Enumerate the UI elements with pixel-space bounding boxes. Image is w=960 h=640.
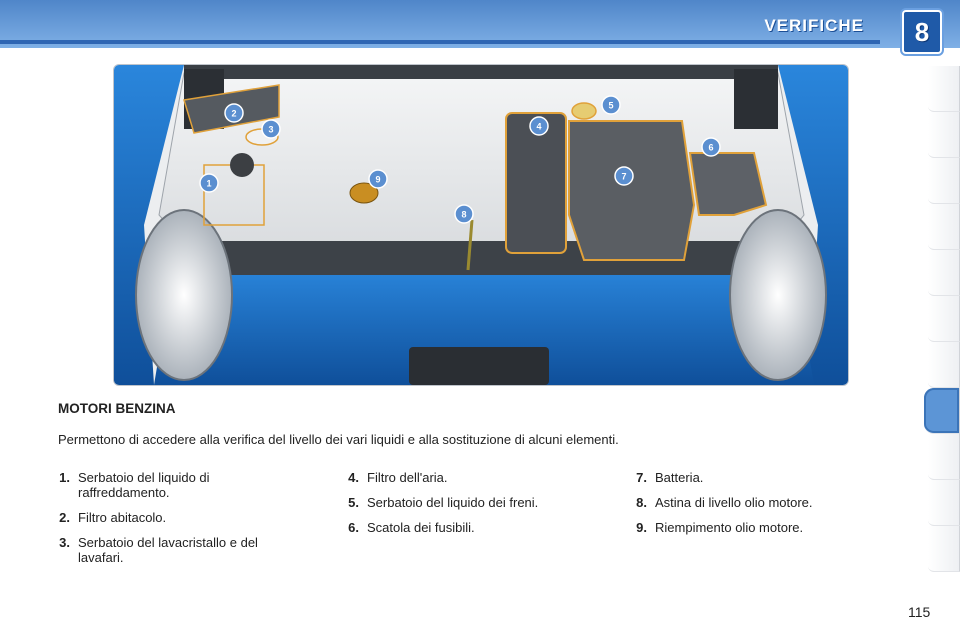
chapter-tab[interactable] bbox=[928, 158, 960, 204]
svg-text:7: 7 bbox=[621, 171, 627, 182]
callout-8 bbox=[455, 205, 473, 223]
legend-text: Filtro dell'aria. bbox=[367, 470, 448, 485]
svg-text:4: 4 bbox=[536, 121, 542, 132]
legend-text: Serbatoio del liquido dei freni. bbox=[367, 495, 539, 510]
legend-item bbox=[336, 495, 587, 510]
callout-7 bbox=[615, 167, 633, 185]
legend-number: 7. bbox=[636, 470, 647, 485]
legend-item bbox=[336, 520, 587, 535]
chapter-tab[interactable] bbox=[928, 342, 960, 388]
svg-text:1: 1 bbox=[206, 178, 212, 189]
chapter-tab[interactable] bbox=[928, 204, 960, 250]
callout-1 bbox=[200, 174, 218, 192]
legend-number: 4. bbox=[348, 470, 359, 485]
legend-text: Scatola dei fusibili. bbox=[367, 520, 475, 535]
legend-item bbox=[336, 470, 587, 485]
chapter-tabs bbox=[928, 66, 960, 576]
chapter-tab-active[interactable] bbox=[924, 388, 960, 434]
chapter-number-badge: 8 bbox=[902, 10, 942, 54]
page-number: 115 bbox=[908, 604, 931, 620]
chapter-title: VERIFICHE bbox=[764, 16, 864, 35]
chapter-tab[interactable] bbox=[928, 526, 960, 572]
legend-number: 8. bbox=[636, 495, 647, 510]
legend-column-3 bbox=[624, 470, 875, 545]
header-rule bbox=[0, 40, 880, 44]
callout-3 bbox=[262, 120, 280, 138]
legend-text: Serbatoio del liquido di raffreddamento. bbox=[78, 470, 210, 500]
chapter-tab[interactable] bbox=[928, 112, 960, 158]
legend-item bbox=[624, 520, 875, 535]
callout-4 bbox=[530, 117, 548, 135]
legend-column-1 bbox=[47, 470, 298, 575]
legend-item bbox=[47, 470, 298, 500]
legend-number: 3. bbox=[59, 535, 70, 550]
chapter-tab[interactable] bbox=[928, 434, 960, 480]
legend-number: 6. bbox=[348, 520, 359, 535]
chapter-tab[interactable] bbox=[928, 480, 960, 526]
svg-text:2: 2 bbox=[231, 108, 237, 119]
legend-item bbox=[47, 510, 298, 525]
legend-text: Riempimento olio motore. bbox=[655, 520, 804, 535]
legend-item bbox=[624, 495, 875, 510]
chapter-tab[interactable] bbox=[928, 66, 960, 112]
svg-text:8: 8 bbox=[461, 209, 467, 220]
callout-5 bbox=[602, 96, 620, 114]
engine-bay-illustration bbox=[113, 64, 849, 386]
svg-text:3: 3 bbox=[268, 124, 274, 135]
legend-number: 1. bbox=[59, 470, 70, 485]
legend-text: Astina di livello olio motore. bbox=[655, 495, 813, 510]
chapter-tab[interactable] bbox=[928, 296, 960, 342]
legend-number: 2. bbox=[59, 510, 70, 525]
svg-text:6: 6 bbox=[708, 142, 714, 153]
section-title: MOTORI BENZINA bbox=[58, 401, 176, 416]
chapter-tab[interactable] bbox=[928, 250, 960, 296]
legend-item bbox=[624, 470, 875, 485]
callout-2 bbox=[225, 104, 243, 122]
legend-number: 9. bbox=[636, 520, 647, 535]
legend-number: 5. bbox=[348, 495, 359, 510]
svg-text:9: 9 bbox=[375, 174, 381, 185]
callout-9 bbox=[369, 170, 387, 188]
intro-paragraph: Permettono di accedere alla verifica del livello dei vari liquidi e alla sostituzione di alcuni elementi. bbox=[58, 432, 619, 447]
svg-text:5: 5 bbox=[608, 100, 614, 111]
legend-item bbox=[47, 535, 298, 565]
legend-text: Filtro abitacolo. bbox=[78, 510, 167, 525]
legend-text: Serbatoio del lavacristallo e del lavafari. bbox=[78, 535, 258, 565]
callout-6 bbox=[702, 138, 720, 156]
legend-column-2 bbox=[336, 470, 587, 545]
legend-text: Batteria. bbox=[655, 470, 704, 485]
